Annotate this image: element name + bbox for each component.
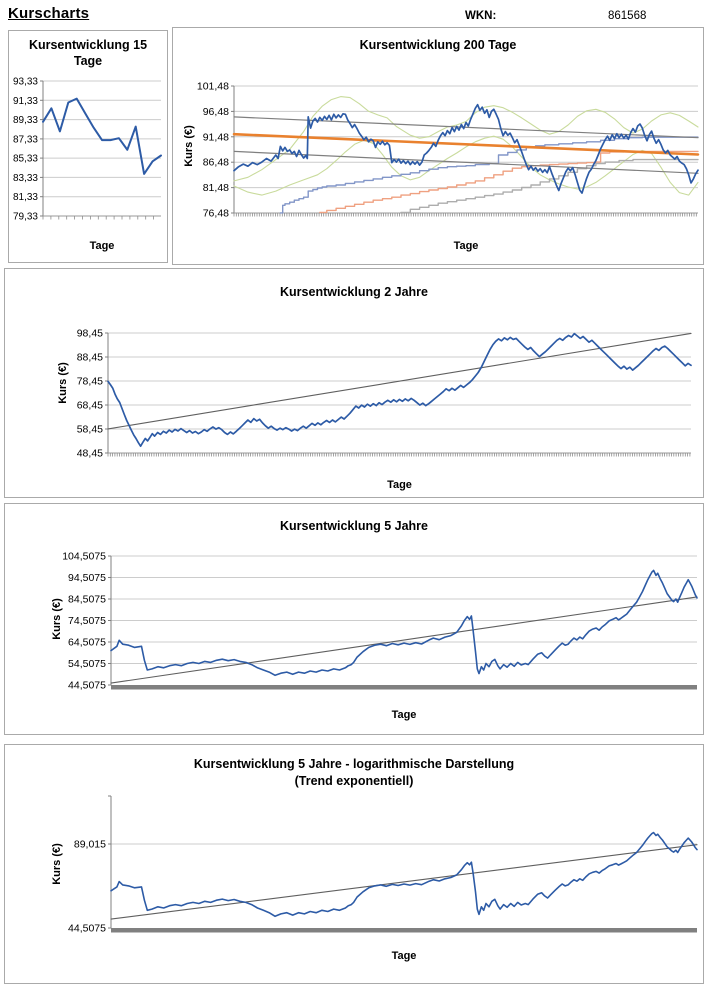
y-tick-label: 98,45 [76,327,103,340]
series-trend-exponentiell [111,845,697,919]
chart-200-tage-box [172,27,704,265]
y-tick-label: 79,33 [12,211,38,223]
y-tick-label: 91,33 [12,95,38,107]
y-tick-label: 81,48 [202,182,229,195]
chart-title: Kursentwicklung 15 Tage [28,38,148,68]
y-tick-label: 54,5075 [68,658,106,670]
chart-title: Kursentwicklung 5 Jahre - logarithmische Darstellung [193,757,515,771]
y-tick-label: 78,45 [76,375,103,388]
chart-5-jahre-log-box [4,744,704,984]
y-tick-label: 88,45 [76,351,103,364]
series-kurs [43,99,161,174]
wkn-label: WKN: [465,10,497,22]
y-tick-label: 89,015 [73,838,106,851]
chart-subtitle: (Trend exponentiell) [294,774,414,788]
chart-5-jahre-box [4,503,704,735]
y-tick-label: 74,5075 [68,615,106,627]
series-trend-oben [234,117,698,138]
x-axis-title-watermark: Tage [391,950,417,962]
x-axis-title-watermark: Tage [89,240,115,252]
y-tick-label: 91,48 [202,131,229,144]
y-tick-label: 48,45 [76,447,103,460]
wkn-value: 861568 [608,10,647,22]
y-tick-label: 85,33 [12,153,38,165]
chart-2-jahre-canvas [5,269,705,499]
y-tick-label: 64,5075 [68,636,106,649]
y-axis-title: Kurs (€) [51,598,63,640]
y-tick-label: 44,5075 [68,679,106,692]
y-tick-label: 76,48 [202,207,229,220]
y-tick-label: 83,33 [12,172,38,184]
y-tick-label: 86,48 [202,156,229,169]
series-kurs [111,570,697,675]
chart-title: Kursentwicklung 200 Tage [359,38,517,52]
chart-title: Kursentwicklung 5 Jahre [280,519,428,533]
y-tick-label: 68,45 [76,399,103,412]
y-tick-label: 44,5075 [68,922,106,935]
y-tick-label: 94,5075 [68,572,106,584]
y-tick-label: 89,33 [12,115,38,127]
page-title: Kurscharts [8,5,90,22]
x-axis-title-watermark: Tage [453,240,479,252]
y-tick-label: 101,48 [196,80,229,93]
chart-2-jahre-box [4,268,704,498]
series-trend [111,597,697,683]
series-stop-linie-2 [320,151,698,212]
y-axis-title: Kurs (€) [183,125,195,167]
x-axis-title-watermark: Tage [387,479,412,491]
y-tick-label: 84,5075 [68,593,106,606]
chart-title: Kursentwicklung 2 Jahre [280,285,428,299]
y-tick-label: 96,48 [202,105,229,118]
y-tick-label: 87,33 [12,134,38,146]
chart-200-tage-canvas [173,28,705,266]
y-tick-label: 58,45 [76,423,103,436]
y-axis-title: Kurs (€) [51,843,63,885]
chart-5-jahre-canvas [5,504,705,736]
y-tick-label: 104,5075 [62,550,106,563]
x-axis-title-watermark: Tage [391,709,417,721]
chart-15-tage-box [8,30,168,263]
y-axis-title: Kurs (€) [57,362,69,404]
y-tick-label: 81,33 [12,192,38,204]
series-kurs [111,833,697,917]
series-stop-linie-1 [280,137,698,213]
y-tick-label: 93,33 [12,76,38,88]
